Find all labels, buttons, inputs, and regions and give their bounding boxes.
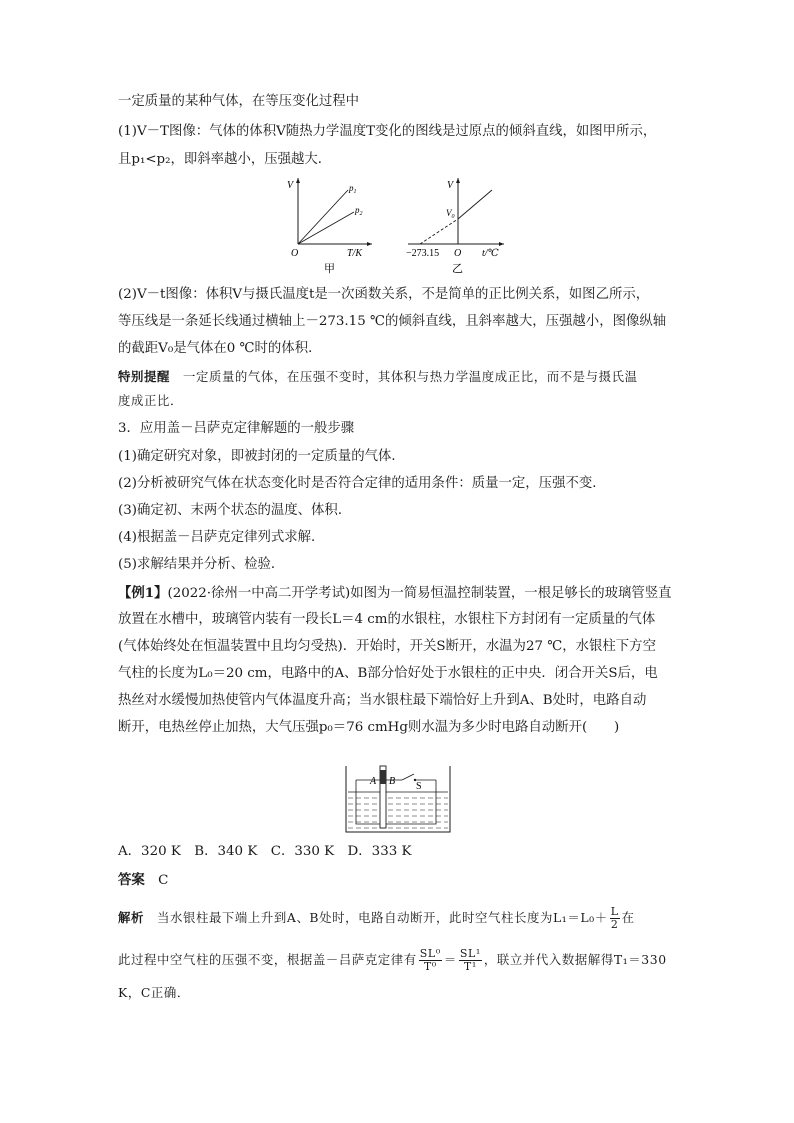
fraction-2: $\frac{\text{SL¹}}{\text{T¹}}$ [459, 947, 481, 973]
extension-dashed-line [420, 219, 458, 244]
answer-label: 答案 [118, 872, 145, 888]
fraction-l-over-2: $\frac{L}{2}$ [610, 905, 619, 931]
answer-line [118, 871, 168, 890]
vt-desc-line2: 且p₁<p₂，即斜率越小，压强越大． [118, 152, 332, 167]
x-axis-arrow [499, 242, 504, 246]
step-5: (5)求解结果并分析、检验． [118, 557, 285, 572]
origin-label: O [454, 248, 462, 259]
analysis-label: 解析 [118, 910, 144, 925]
mercury-column [381, 770, 386, 784]
step-1: (1)确定研究对象，即被封闭的一定质量的气体． [118, 449, 405, 464]
example-line5: 热丝对水缓慢加热使管内气体温度升高；当水银柱最下端恰好上升到A、B处时，电路自动 [118, 693, 647, 708]
example-line1: 【例1】(2022·徐州一中高二开学考试)如图为一简易恒温控制装置，一根足够长的玻璃管竖直 [118, 585, 672, 601]
origin-label: O [291, 248, 299, 259]
y-label: V [287, 180, 294, 191]
tip-line2: 度成正比． [118, 393, 183, 408]
step-2: (2)分析被研究气体在状态变化时是否符合定律的适用条件：质量一定，压强不变． [118, 476, 606, 491]
vt2-desc-line2: 等压线是一条延长线通过横轴上－273.15 ℃的倾斜直线，且斜率越大，压强越小，图像纵轴 [118, 314, 667, 329]
step-4: (4)根据盖－吕萨克定律列式求解． [118, 530, 325, 545]
switch-s [402, 774, 414, 780]
x-label: T/K [347, 248, 363, 259]
figure-vt-celsius-graph [404, 174, 508, 276]
label-a: A [370, 776, 377, 787]
caption-yi: 乙 [452, 263, 463, 275]
label-s: S [416, 781, 422, 792]
label-b: B [389, 776, 396, 787]
heating-wire [356, 780, 436, 824]
water-hatching [348, 798, 448, 828]
v0-label: $V_0$ [446, 208, 455, 220]
answer-options: A．320 K B．340 K C．330 K D．333 K [118, 844, 412, 859]
isobar-p1 [298, 190, 348, 244]
analysis-line2: 此过程中空气柱的压强不变，根据盖－吕萨克定律有 $\frac{\text{SL⁰}}{\text{T⁰}}$ ＝ $\frac{\text{SL¹}}{\text{T¹}}$ ，联立并代入数据解得T₁＝330 [118, 947, 667, 973]
vt2-desc-line3: 的截距V₀是气体在0 ℃时的体积． [118, 341, 322, 356]
x-label: t/℃ [482, 248, 499, 259]
example-line3: (气体始终处在恒温装置中且均匀受热)．开始时，开关S断开，水温为27 ℃，水银柱下方空 [118, 639, 656, 654]
vt2-desc-line1: (2)V－t图像：体积V与摄氏温度t是一次函数关系，不是简单的正比例关系，如图乙所示， [118, 287, 650, 302]
apparatus-figure [342, 762, 454, 834]
step-3: (3)确定初、末两个状态的温度、体积． [118, 503, 352, 518]
tip-line1: 特别提醒 一定质量的气体，在压强不变时，其体积与热力学温度成正比，而不是与摄氏温 [118, 369, 638, 384]
p2-label: $p_2$ [355, 205, 363, 217]
example-line6: 断开，电热丝停止加热，大气压强p₀＝76 cmHg则水温为多少时电路自动断开( ) [118, 720, 620, 735]
tip-label: 特别提醒 [118, 369, 170, 384]
x-axis-arrow [367, 242, 372, 246]
fraction-1: $\frac{\text{SL⁰}}{\text{T⁰}}$ [419, 947, 441, 973]
y-axis-arrow [296, 178, 300, 183]
isobar-p2 [298, 212, 354, 244]
caption-jia: 甲 [324, 263, 335, 275]
neg-temp-label: −273.15 [406, 248, 440, 259]
intro-text: 一定质量的某种气体，在等压变化过程中 [118, 94, 360, 109]
y-label: V [447, 180, 454, 191]
steps-title: 3．应用盖－吕萨克定律解题的一般步骤 [118, 421, 355, 436]
analysis-line1: 解析 当水银柱最下端上升到A、B处时，电路自动断开，此时空气柱长度为L₁＝L₀＋ $\frac{L}{2}$ 在 [118, 905, 635, 931]
example-line4: 气柱的长度为L₀＝20 cm，电路中的A、B部分恰好处于水银柱的正中央．闭合开关S后，电 [118, 666, 658, 681]
p1-label: $p_1$ [349, 183, 357, 195]
vt-desc-line1: (1)V－T图像：气体的体积V随热力学温度T变化的图线是过原点的倾斜直线，如图甲所示， [118, 124, 657, 139]
analysis-line3: K，C正确． [118, 985, 190, 1000]
answer-value: C [158, 873, 169, 888]
example-label: 【例1】 [118, 585, 168, 601]
y-axis-arrow [456, 178, 460, 183]
example-line2: 放置在水槽中，玻璃管内装有一段长L＝4 cm的水银柱，水银柱下方封闭有一定质量的气体 [118, 612, 656, 627]
isobar-line [458, 190, 492, 219]
figure-vt-graph [284, 174, 374, 276]
